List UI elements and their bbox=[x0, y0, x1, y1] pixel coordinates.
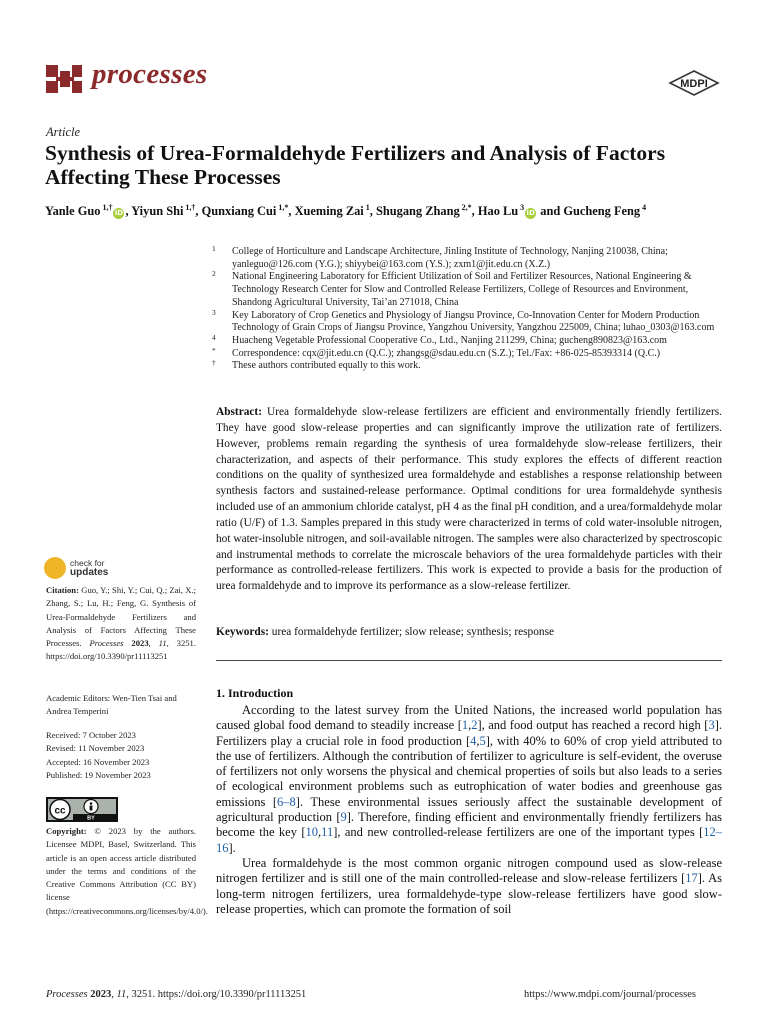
affiliation-item bbox=[212, 345, 722, 361]
article-title: Synthesis of Urea-Formaldehyde Fertilizers and Analysis of Factors Affecting These Processes bbox=[45, 141, 666, 189]
author-separator: , bbox=[195, 204, 202, 219]
svg-text:cc: cc bbox=[54, 805, 66, 817]
date-received: Received: 7 October 2023 bbox=[46, 730, 136, 740]
affiliation-marker: * bbox=[212, 345, 216, 355]
citation-volume: 11 bbox=[158, 638, 167, 649]
affiliation-text: Correspondence: cqx@jit.edu.cn (Q.C.); zhangsg@sdau.edu.cn (S.Z.); Tel./Fax: +86-025-85393314 (Q.C.) bbox=[232, 347, 661, 359]
affiliations bbox=[212, 246, 722, 373]
academic-editors bbox=[46, 692, 196, 719]
author-separator: , bbox=[369, 204, 376, 219]
author-separator: , bbox=[288, 204, 295, 219]
affiliation-marker: † bbox=[212, 358, 216, 368]
body-text-run: Urea formaldehyde is the most common organic nitrogen compound used as slow-release nitrogen fertilizer and is still one of the main controlled-release and slow-release fertilizers [ bbox=[216, 855, 722, 886]
author-affiliation-marker: 1 bbox=[363, 203, 370, 212]
reference-link[interactable]: 4 bbox=[470, 733, 477, 748]
footer-journal: Processes bbox=[46, 989, 88, 1000]
reference-link[interactable]: 9 bbox=[340, 810, 347, 825]
affiliation-item bbox=[212, 332, 722, 348]
footer-citation: Processes 2023, 11, 3251. https://doi.org/10.3390/pr11113251 bbox=[46, 989, 307, 1000]
affiliation-marker: 4 bbox=[212, 332, 216, 342]
citation-journal: Processes bbox=[89, 638, 124, 649]
cc-label: BY bbox=[87, 815, 95, 822]
body-text-run: ], and new controlled-release fertilizers are one of the important types [ bbox=[333, 825, 704, 840]
check-updates-icon bbox=[44, 557, 66, 579]
affiliation-text: National Engineering Laboratory for Efficient Utilization of Soil and Fertilizer Resources, National Engineering & Technology Research Center for Slow and Controlled Release Fertilizers, College of Resources and Environment, Shandong Agricultural University, Tai’an 271018, China bbox=[232, 271, 692, 308]
body-paragraph bbox=[216, 856, 722, 917]
check-updates-line2: updates bbox=[70, 567, 109, 578]
affiliation-text: Huacheng Vegetable Professional Cooperative Co., Ltd., Nanjing 211299, China; gucheng890823@163.com bbox=[232, 334, 667, 346]
publication-dates bbox=[46, 729, 196, 782]
section-divider bbox=[216, 660, 722, 661]
affiliation-item bbox=[212, 307, 722, 335]
author-name: Shugang Zhang bbox=[375, 204, 460, 219]
reference-link[interactable]: 2 bbox=[471, 718, 478, 733]
keywords bbox=[216, 626, 722, 638]
date-accepted: Accepted: 16 November 2023 bbox=[46, 756, 150, 767]
affiliation-text: Key Laboratory of Crop Genetics and Physiology of Jiangsu Province, Co-Innovation Center for Modern Production Technology of Grain Crops of Jiangsu Province, Yangzhou University, Yangzhou 225009, China; luhao_0303@163.com bbox=[232, 309, 715, 334]
body-text-run: ], and food output has reached a record high [ bbox=[477, 718, 709, 733]
author-name: Yiyun Shi bbox=[131, 204, 184, 219]
footer-year: 2023 bbox=[90, 989, 112, 1000]
footer-journal-url[interactable]: https://www.mdpi.com/journal/processes bbox=[524, 989, 696, 1000]
affiliation-marker: 2 bbox=[212, 269, 216, 279]
author-name: Yanle Guo bbox=[45, 204, 101, 219]
reference-link[interactable]: 1 bbox=[461, 718, 469, 733]
reference-link[interactable]: 6–8 bbox=[277, 794, 296, 809]
editors-label: Academic Editors: bbox=[46, 693, 111, 703]
author-name: Qunxiang Cui bbox=[201, 204, 277, 219]
author-affiliation-marker: 2,* bbox=[459, 203, 472, 212]
reference-link[interactable]: 17 bbox=[685, 871, 698, 886]
journal-name: processes bbox=[92, 58, 208, 90]
body-text-run: , bbox=[476, 733, 480, 748]
citation-doi[interactable]: , 3251. https://doi.org/10.3390/pr11113251 bbox=[46, 638, 196, 662]
body-text-run: ]. Therefore, finding efficient and environmentally friendly fertilizers has become the key [ bbox=[216, 810, 722, 840]
copyright-notice bbox=[46, 825, 208, 918]
affiliation-marker: 1 bbox=[212, 244, 216, 253]
reference-link[interactable]: 10 bbox=[305, 825, 319, 840]
footer-volume: 11 bbox=[116, 989, 127, 1000]
affiliation-item bbox=[212, 271, 722, 309]
body-text-run: , bbox=[318, 825, 322, 840]
body-text-run: According to the latest survey from the United Nations, the increased world population has caused global food demand to steadily increase [ bbox=[216, 703, 722, 733]
body-text-run: , bbox=[468, 718, 472, 733]
article-type: Article bbox=[46, 125, 81, 139]
body-text-run: ]. As long-term nitrogen fertilizers, urea formaldehyde-type slow-release fertilizers have good slow-release properties, which can promote the formation of soil bbox=[216, 871, 722, 916]
affiliation-text: College of Horticulture and Landscape Architecture, Jinling Institute of Technology, Nanjing 210038, China; yanleguo@126.com (Y.G.); shiyybei@163.com (Y.S.); zxm1@jit.edu.cn (X.Z.) bbox=[232, 246, 668, 270]
abstract bbox=[216, 405, 722, 595]
body-text-run: ]. bbox=[228, 840, 236, 855]
reference-link[interactable]: 12–16 bbox=[216, 825, 722, 855]
author-name: Gucheng Feng bbox=[563, 204, 641, 219]
keywords-text: urea formaldehyde fertilizer; slow release; synthesis; response bbox=[271, 626, 555, 638]
author-affiliation-marker: 4 bbox=[640, 203, 647, 212]
citation-label: Citation: bbox=[46, 585, 79, 595]
affiliation-text: These authors contributed equally to this work. bbox=[232, 360, 421, 372]
author-separator: , bbox=[125, 204, 132, 219]
author-separator: , bbox=[471, 204, 478, 219]
author-name: Xueming Zai bbox=[294, 204, 364, 219]
author-affiliation-marker: 1,* bbox=[276, 203, 289, 212]
date-revised: Revised: 11 November 2023 bbox=[46, 743, 145, 754]
check-updates-line1: check for bbox=[70, 558, 105, 568]
body-text-run: ], with 40% to 60% of crop yield attributed to the use of fertilizers. Although the contribution of fertilizer to agriculture is self-evident, the overuse of fertilizers not only worsens the physical and chemical properties of soils but also leads to a series of ecological environment problems such as eutrophication of water bodies and greenhouse gas emissions [ bbox=[216, 733, 722, 809]
cc-by-license-icon[interactable] bbox=[46, 797, 118, 822]
reference-link[interactable]: 3 bbox=[708, 718, 715, 733]
citation-year: 2023 bbox=[131, 638, 149, 649]
keywords-label: Keywords: bbox=[216, 626, 269, 638]
author-name: Hao Lu bbox=[477, 204, 519, 219]
introduction-body bbox=[216, 703, 722, 917]
abstract-label: Abstract: bbox=[216, 406, 262, 418]
copyright-label: Copyright: bbox=[46, 826, 87, 836]
author-affiliation-marker: 1,† bbox=[100, 203, 113, 212]
date-published: Published: 19 November 2023 bbox=[46, 769, 151, 780]
body-paragraph bbox=[216, 703, 722, 856]
mdpi-logo-text: MDPI bbox=[680, 78, 708, 90]
author-affiliation-marker: 1,† bbox=[183, 203, 196, 212]
author-separator: and bbox=[537, 204, 564, 219]
affiliation-item bbox=[212, 360, 722, 373]
editors-names: Wen-Tien Tsai and Andrea Temperini bbox=[46, 693, 177, 717]
citation-text: Guo, Y.; Shi, Y.; Cui, Q.; Zai, X.; Zhang, S.; Lu, H.; Feng, G. Synthesis of Urea-Formaldehyde Fertilizers and Analysis of Factors Affecting These Processes. bbox=[46, 585, 196, 649]
mdpi-logo-icon bbox=[668, 70, 720, 96]
affiliation-marker: 3 bbox=[212, 307, 216, 317]
copyright-text: © 2023 by the authors. Licensee MDPI, Basel, Switzerland. This article is an open access article distributed under the terms and conditions of the Creative Commons Attribution (CC BY) license (https://creativecommons.org/licenses/by/4.0/). bbox=[46, 826, 208, 916]
affiliation-item bbox=[212, 246, 722, 271]
footer-doi[interactable]: , 3251. https://doi.org/10.3390/pr11113251 bbox=[126, 989, 307, 1000]
author-affiliation-marker: 3 bbox=[518, 203, 525, 212]
journal-logo-icon bbox=[45, 62, 83, 96]
citation-block: Citation: Guo, Y.; Shi, Y.; Cui, Q.; Zai, X.; Zhang, S.; Lu, H.; Feng, G. Synthesis of Urea-Formaldehyde Fertilizers and Analysis of Factors Affecting These Processes. Processes 2023, 11, 3251. https://doi.org/10.3390/pr11113251 bbox=[46, 585, 196, 662]
body-text-run: ]. Fertilizers play a crucial role in food production [ bbox=[216, 718, 722, 748]
orcid-icon[interactable]: iD bbox=[526, 209, 535, 218]
reference-link[interactable]: 11 bbox=[321, 825, 334, 840]
check-for-updates-button[interactable] bbox=[44, 557, 154, 585]
orcid-icon[interactable]: iD bbox=[114, 209, 124, 218]
reference-link[interactable]: 5 bbox=[479, 733, 486, 748]
section-title: 1. Introduction bbox=[216, 686, 294, 700]
author-list bbox=[45, 203, 745, 219]
body-text-run: ]. These environmental issues seriously affect the sustainable development of agricultural production [ bbox=[216, 794, 722, 825]
abstract-text: Urea formaldehyde slow-release fertilizers are efficient and environmentally friendly fertilizers. They have good slow-release properties and can significantly improve the utilization rate of fertilizers. However, problems remain regarding the synthesis of urea formaldehyde slow-release fertilizers, their characterization, and aspects of their performance. This study explores the effects of different reaction conditions on the quality of synthesized urea formaldehyde and establishes a response relationship between synthesis factors and sustained-release performance. Optimal conditions for urea formaldehyde synthesis included use of an ammonium chloride catalyst, pH 4 as the final pH condition, and a urea/formaldehyde molar ratio (U/F) of 1.3. Samples prepared in this study were characterized in terms of cold water-insoluble nitrogen, hot water-insoluble nitrogen, and soil-available nitrogen. The samples were also characterized by spectroscopic and instrumental methods to correlate the microscale behaviors of the urea formaldehyde particles with their performance as controlled-release fertilizers. This work is expected to provide a basis for the production of urea formaldehyde and to improve its performance as a slow-release fertilizer. bbox=[216, 406, 722, 593]
